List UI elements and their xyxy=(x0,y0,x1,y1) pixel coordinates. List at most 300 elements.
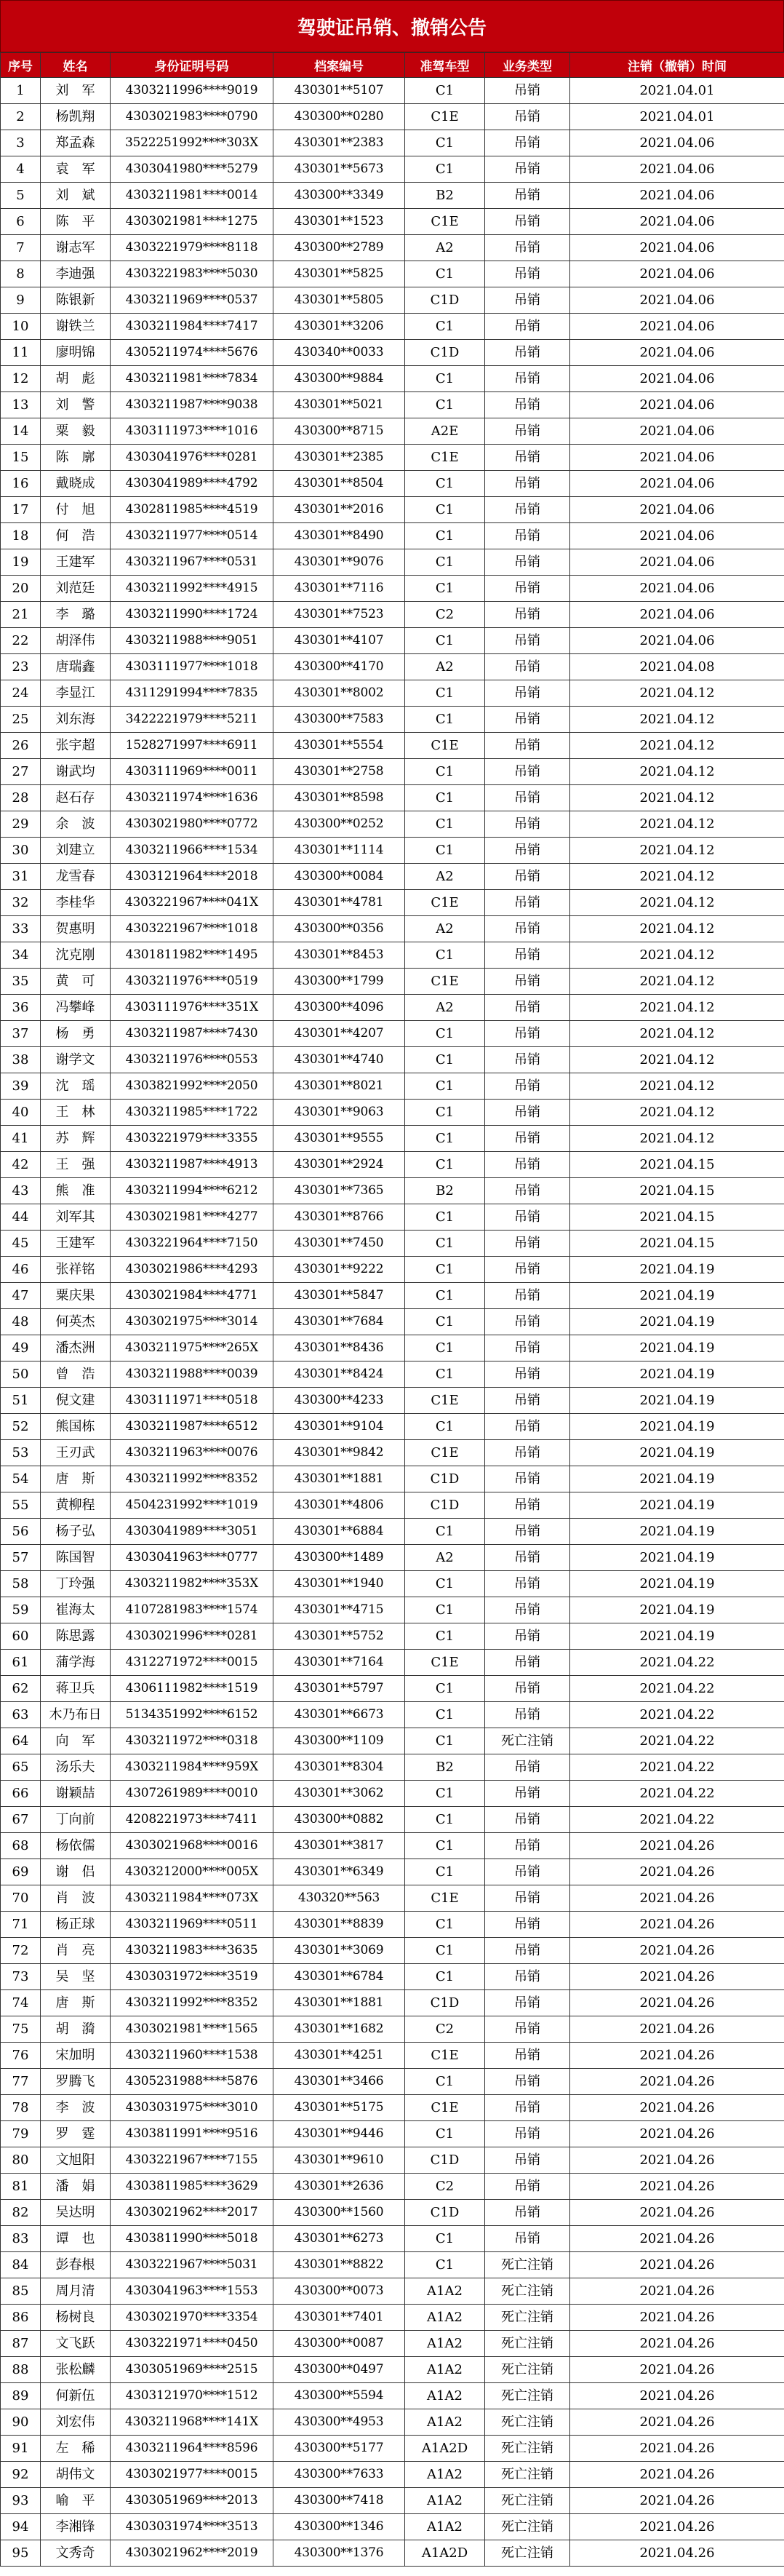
cell-name: 谢铁兰 xyxy=(41,314,111,340)
table-row xyxy=(1,2305,784,2331)
cell-business-type: 吊销 xyxy=(485,2043,570,2069)
cell-vehicle-class: A2 xyxy=(405,235,485,261)
cell-vehicle-class: C1E xyxy=(405,1650,485,1676)
table-row xyxy=(1,392,784,418)
cell-serial: 86 xyxy=(1,2305,41,2331)
cell-date: 2021.04.12 xyxy=(570,838,784,864)
cell-name: 刘军其 xyxy=(41,1204,111,1231)
cell-name: 左 稀 xyxy=(41,2436,111,2462)
cell-date: 2021.04.22 xyxy=(570,1702,784,1728)
cell-id-number: 4303041989****4792 xyxy=(111,471,273,497)
table-row xyxy=(1,811,784,838)
column-header-business-type: 业务类型 xyxy=(485,53,570,78)
table-row xyxy=(1,1021,784,1047)
cell-serial: 41 xyxy=(1,1126,41,1152)
cell-id-number: 4303211960****1538 xyxy=(111,2043,273,2069)
cell-business-type: 吊销 xyxy=(485,1257,570,1283)
cell-date: 2021.04.06 xyxy=(570,314,784,340)
cell-serial: 69 xyxy=(1,1859,41,1885)
cell-vehicle-class: C1D xyxy=(405,2200,485,2226)
table-row xyxy=(1,680,784,707)
cell-name: 谭 也 xyxy=(41,2226,111,2252)
cell-file-number: 430301**7450 xyxy=(273,1231,405,1257)
cell-vehicle-class: B2 xyxy=(405,1178,485,1204)
cell-serial: 68 xyxy=(1,1833,41,1859)
cell-serial: 15 xyxy=(1,445,41,471)
cell-vehicle-class: A2 xyxy=(405,995,485,1021)
cell-name: 蒲学海 xyxy=(41,1650,111,1676)
cell-name: 郑孟森 xyxy=(41,130,111,156)
cell-id-number: 4303211990****1724 xyxy=(111,602,273,628)
cell-name: 谢武均 xyxy=(41,759,111,785)
cell-vehicle-class: C1 xyxy=(405,628,485,654)
cell-name: 刘 斌 xyxy=(41,183,111,209)
table-row xyxy=(1,1309,784,1335)
table-row xyxy=(1,1676,784,1702)
cell-name: 文秀奇 xyxy=(41,2540,111,2567)
cell-file-number: 430301**6884 xyxy=(273,1519,405,1545)
cell-business-type: 吊销 xyxy=(485,130,570,156)
cell-date: 2021.04.12 xyxy=(570,1073,784,1100)
cell-vehicle-class: A1A2 xyxy=(405,2278,485,2305)
table-row xyxy=(1,2357,784,2383)
cell-serial: 21 xyxy=(1,602,41,628)
cell-business-type: 吊销 xyxy=(485,2226,570,2252)
cell-date: 2021.04.26 xyxy=(570,1938,784,1964)
table-row xyxy=(1,1650,784,1676)
cell-name: 陈 廓 xyxy=(41,445,111,471)
cell-business-type: 吊销 xyxy=(485,1492,570,1519)
cell-id-number: 4303221979****8118 xyxy=(111,235,273,261)
cell-file-number: 430301**8490 xyxy=(273,523,405,549)
cell-file-number: 430300**0882 xyxy=(273,1807,405,1833)
cell-serial: 50 xyxy=(1,1361,41,1388)
cell-name: 蒋卫兵 xyxy=(41,1676,111,1702)
cell-file-number: 430301**5805 xyxy=(273,287,405,314)
table-header-row xyxy=(1,53,784,78)
cell-name: 李 波 xyxy=(41,2095,111,2121)
table-row xyxy=(1,209,784,235)
cell-serial: 49 xyxy=(1,1335,41,1361)
cell-id-number: 4303211975****265X xyxy=(111,1335,273,1361)
cell-name: 崔海太 xyxy=(41,1597,111,1623)
cell-vehicle-class: C1 xyxy=(405,1335,485,1361)
cell-id-number: 4303211988****0039 xyxy=(111,1361,273,1388)
cell-file-number: 430340**0033 xyxy=(273,340,405,366)
cell-serial: 7 xyxy=(1,235,41,261)
cell-file-number: 430300**7583 xyxy=(273,707,405,733)
cell-date: 2021.04.26 xyxy=(570,2488,784,2514)
cell-date: 2021.04.19 xyxy=(570,1388,784,1414)
table-row xyxy=(1,549,784,576)
table-row xyxy=(1,1466,784,1492)
cell-vehicle-class: C2 xyxy=(405,2016,485,2043)
cell-id-number: 4303021981****4277 xyxy=(111,1204,273,1231)
cell-date: 2021.04.26 xyxy=(570,2095,784,2121)
cell-file-number: 430301**8839 xyxy=(273,1912,405,1938)
cell-business-type: 吊销 xyxy=(485,785,570,811)
cell-serial: 79 xyxy=(1,2121,41,2147)
cell-date: 2021.04.22 xyxy=(570,1728,784,1754)
cell-business-type: 吊销 xyxy=(485,995,570,1021)
cell-date: 2021.04.08 xyxy=(570,654,784,680)
cell-vehicle-class: C1D xyxy=(405,2147,485,2174)
cell-name: 文旭阳 xyxy=(41,2147,111,2174)
cell-date: 2021.04.06 xyxy=(570,497,784,523)
table-row xyxy=(1,1807,784,1833)
cell-id-number: 4303221983****5030 xyxy=(111,261,273,287)
cell-business-type: 吊销 xyxy=(485,78,570,104)
cell-date: 2021.04.19 xyxy=(570,1571,784,1597)
cell-file-number: 430301**7164 xyxy=(273,1650,405,1676)
column-header-vehicle-class: 准驾车型 xyxy=(405,53,485,78)
cell-file-number: 430301**3466 xyxy=(273,2069,405,2095)
cell-date: 2021.04.19 xyxy=(570,1545,784,1571)
cell-date: 2021.04.19 xyxy=(570,1440,784,1466)
cell-serial: 12 xyxy=(1,366,41,392)
cell-name: 陈思露 xyxy=(41,1623,111,1650)
column-header-id-number: 身份证明号码 xyxy=(111,53,273,78)
table-row xyxy=(1,287,784,314)
cell-date: 2021.04.19 xyxy=(570,1466,784,1492)
cell-vehicle-class: A2 xyxy=(405,654,485,680)
cell-serial: 47 xyxy=(1,1283,41,1309)
cell-id-number: 4303041989****3051 xyxy=(111,1519,273,1545)
cell-business-type: 吊销 xyxy=(485,1126,570,1152)
cell-file-number: 430301**9555 xyxy=(273,1126,405,1152)
cell-business-type: 吊销 xyxy=(485,759,570,785)
cell-vehicle-class: C1 xyxy=(405,1047,485,1073)
table-row xyxy=(1,890,784,916)
cell-name: 李迪强 xyxy=(41,261,111,287)
cell-business-type: 吊销 xyxy=(485,1807,570,1833)
cell-serial: 76 xyxy=(1,2043,41,2069)
cell-serial: 20 xyxy=(1,576,41,602)
cell-vehicle-class: C1 xyxy=(405,1100,485,1126)
cell-name: 唐 斯 xyxy=(41,1466,111,1492)
cell-business-type: 吊销 xyxy=(485,418,570,445)
table-row xyxy=(1,969,784,995)
cell-serial: 80 xyxy=(1,2147,41,2174)
table-row xyxy=(1,2147,784,2174)
cell-id-number: 4303221967****041X xyxy=(111,890,273,916)
cell-serial: 94 xyxy=(1,2514,41,2540)
cell-vehicle-class: C1E xyxy=(405,445,485,471)
cell-business-type: 吊销 xyxy=(485,2069,570,2095)
cell-id-number: 4303821992****2050 xyxy=(111,1073,273,1100)
cell-vehicle-class: C1 xyxy=(405,1021,485,1047)
cell-date: 2021.04.06 xyxy=(570,340,784,366)
cell-id-number: 4303041963****1553 xyxy=(111,2278,273,2305)
cell-vehicle-class: C1 xyxy=(405,1126,485,1152)
cell-file-number: 430301**7116 xyxy=(273,576,405,602)
table-row xyxy=(1,2514,784,2540)
table-row xyxy=(1,1623,784,1650)
table-row xyxy=(1,654,784,680)
cell-business-type: 吊销 xyxy=(485,1545,570,1571)
table-row xyxy=(1,1597,784,1623)
cell-business-type: 吊销 xyxy=(485,523,570,549)
cell-vehicle-class: C1 xyxy=(405,314,485,340)
cell-serial: 39 xyxy=(1,1073,41,1100)
cell-business-type: 死亡注销 xyxy=(485,2488,570,2514)
cell-business-type: 吊销 xyxy=(485,1047,570,1073)
cell-serial: 11 xyxy=(1,340,41,366)
cell-name: 粟 毅 xyxy=(41,418,111,445)
cell-file-number: 430300**0084 xyxy=(273,864,405,890)
cell-vehicle-class: C1 xyxy=(405,1571,485,1597)
cell-file-number: 430301**5847 xyxy=(273,1283,405,1309)
cell-name: 杨凯翔 xyxy=(41,104,111,130)
cell-file-number: 430301**3069 xyxy=(273,1938,405,1964)
cell-name: 谢志军 xyxy=(41,235,111,261)
cell-date: 2021.04.12 xyxy=(570,1021,784,1047)
cell-id-number: 4303211994****6212 xyxy=(111,1178,273,1204)
cell-file-number: 430301**8822 xyxy=(273,2252,405,2278)
cell-business-type: 吊销 xyxy=(485,1283,570,1309)
cell-business-type: 吊销 xyxy=(485,183,570,209)
cell-date: 2021.04.12 xyxy=(570,1047,784,1073)
cell-date: 2021.04.12 xyxy=(570,1126,784,1152)
cell-business-type: 吊销 xyxy=(485,1990,570,2016)
cell-name: 杨子弘 xyxy=(41,1519,111,1545)
cell-date: 2021.04.06 xyxy=(570,261,784,287)
table-row xyxy=(1,1283,784,1309)
cell-name: 袁 军 xyxy=(41,156,111,183)
cell-business-type: 死亡注销 xyxy=(485,1728,570,1754)
cell-vehicle-class: C1 xyxy=(405,549,485,576)
cell-business-type: 吊销 xyxy=(485,104,570,130)
cell-file-number: 430301**7365 xyxy=(273,1178,405,1204)
cell-name: 宋加明 xyxy=(41,2043,111,2069)
cell-name: 向 军 xyxy=(41,1728,111,1754)
table-row xyxy=(1,1754,784,1781)
cell-id-number: 4305231988****5876 xyxy=(111,2069,273,2095)
cell-serial: 5 xyxy=(1,183,41,209)
column-header-date: 注销（撤销）时间 xyxy=(570,53,784,78)
cell-vehicle-class: C1E xyxy=(405,969,485,995)
cell-name: 杨 勇 xyxy=(41,1021,111,1047)
cell-id-number: 4303211985****1722 xyxy=(111,1100,273,1126)
cell-serial: 32 xyxy=(1,890,41,916)
cell-serial: 37 xyxy=(1,1021,41,1047)
cell-id-number: 4303021977****0015 xyxy=(111,2462,273,2488)
cell-file-number: 430301**5752 xyxy=(273,1623,405,1650)
cell-serial: 87 xyxy=(1,2331,41,2357)
cell-serial: 35 xyxy=(1,969,41,995)
table-row xyxy=(1,602,784,628)
cell-file-number: 430301**8453 xyxy=(273,942,405,969)
cell-serial: 38 xyxy=(1,1047,41,1073)
cell-file-number: 430301**1881 xyxy=(273,1990,405,2016)
cell-file-number: 430301**5797 xyxy=(273,1676,405,1702)
cell-vehicle-class: C1 xyxy=(405,1964,485,1990)
table-row xyxy=(1,1964,784,1990)
cell-vehicle-class: C1 xyxy=(405,1309,485,1335)
cell-date: 2021.04.06 xyxy=(570,628,784,654)
cell-vehicle-class: C1 xyxy=(405,1414,485,1440)
cell-file-number: 430300**0497 xyxy=(273,2357,405,2383)
cell-vehicle-class: C1 xyxy=(405,392,485,418)
cell-name: 张松麟 xyxy=(41,2357,111,2383)
cell-date: 2021.04.06 xyxy=(570,602,784,628)
cell-vehicle-class: C1 xyxy=(405,759,485,785)
table-row xyxy=(1,1885,784,1912)
cell-file-number: 430301**8766 xyxy=(273,1204,405,1231)
cell-vehicle-class: A1A2 xyxy=(405,2357,485,2383)
cell-serial: 84 xyxy=(1,2252,41,2278)
cell-file-number: 430300**1376 xyxy=(273,2540,405,2567)
cell-date: 2021.04.26 xyxy=(570,1964,784,1990)
cell-file-number: 430300**3349 xyxy=(273,183,405,209)
cell-file-number: 430301**4715 xyxy=(273,1597,405,1623)
cell-name: 喻 平 xyxy=(41,2488,111,2514)
cell-vehicle-class: C1E xyxy=(405,1388,485,1414)
cell-id-number: 4303031975****3010 xyxy=(111,2095,273,2121)
cell-date: 2021.04.06 xyxy=(570,523,784,549)
table-row xyxy=(1,1859,784,1885)
cell-id-number: 4305211974****5676 xyxy=(111,340,273,366)
cell-id-number: 4303211964****8596 xyxy=(111,2436,273,2462)
table-row xyxy=(1,2383,784,2409)
cell-serial: 61 xyxy=(1,1650,41,1676)
cell-name: 张宇超 xyxy=(41,733,111,759)
cell-serial: 75 xyxy=(1,2016,41,2043)
cell-id-number: 4303211983****3635 xyxy=(111,1938,273,1964)
cell-name: 罗腾飞 xyxy=(41,2069,111,2095)
cell-id-number: 4107281983****1574 xyxy=(111,1597,273,1623)
cell-file-number: 430301**9063 xyxy=(273,1100,405,1126)
cell-file-number: 430300**8715 xyxy=(273,418,405,445)
cell-id-number: 4303021983****0790 xyxy=(111,104,273,130)
cell-date: 2021.04.22 xyxy=(570,1676,784,1702)
cell-business-type: 死亡注销 xyxy=(485,2252,570,2278)
cell-name: 周月清 xyxy=(41,2278,111,2305)
cell-vehicle-class: C1 xyxy=(405,1807,485,1833)
cell-file-number: 430301**9222 xyxy=(273,1257,405,1283)
cell-serial: 13 xyxy=(1,392,41,418)
cell-file-number: 430301**5825 xyxy=(273,261,405,287)
cell-vehicle-class: C1E xyxy=(405,209,485,235)
cell-vehicle-class: C1 xyxy=(405,2121,485,2147)
cell-vehicle-class: C1E xyxy=(405,2095,485,2121)
cell-vehicle-class: A1A2 xyxy=(405,2331,485,2357)
cell-business-type: 吊销 xyxy=(485,2095,570,2121)
cell-business-type: 吊销 xyxy=(485,2174,570,2200)
table-row xyxy=(1,1073,784,1100)
cell-id-number: 4504231992****1019 xyxy=(111,1492,273,1519)
cell-serial: 30 xyxy=(1,838,41,864)
cell-business-type: 吊销 xyxy=(485,916,570,942)
cell-id-number: 4303211982****353X xyxy=(111,1571,273,1597)
cell-business-type: 吊销 xyxy=(485,1938,570,1964)
table-row xyxy=(1,838,784,864)
cell-id-number: 4303221967****1018 xyxy=(111,916,273,942)
cell-date: 2021.04.26 xyxy=(570,2331,784,2357)
cell-date: 2021.04.06 xyxy=(570,576,784,602)
cell-file-number: 430301**4251 xyxy=(273,2043,405,2069)
cell-name: 胡泽伟 xyxy=(41,628,111,654)
cell-file-number: 430300**7418 xyxy=(273,2488,405,2514)
cell-id-number: 4303221967****5031 xyxy=(111,2252,273,2278)
cell-name: 赵石存 xyxy=(41,785,111,811)
cell-file-number: 430300**5594 xyxy=(273,2383,405,2409)
cell-id-number: 3422221979****5211 xyxy=(111,707,273,733)
table-row xyxy=(1,1126,784,1152)
cell-serial: 25 xyxy=(1,707,41,733)
cell-vehicle-class: C1E xyxy=(405,890,485,916)
cell-serial: 51 xyxy=(1,1388,41,1414)
cell-business-type: 吊销 xyxy=(485,2147,570,2174)
cell-serial: 85 xyxy=(1,2278,41,2305)
cell-vehicle-class: C1 xyxy=(405,942,485,969)
cell-file-number: 430301**9104 xyxy=(273,1414,405,1440)
cell-business-type: 吊销 xyxy=(485,1335,570,1361)
cell-name: 贺惠明 xyxy=(41,916,111,942)
cell-vehicle-class: C1 xyxy=(405,1938,485,1964)
cell-vehicle-class: C1 xyxy=(405,523,485,549)
cell-id-number: 4302811985****4519 xyxy=(111,497,273,523)
cell-name: 陈银新 xyxy=(41,287,111,314)
cell-business-type: 吊销 xyxy=(485,602,570,628)
cell-date: 2021.04.26 xyxy=(570,2305,784,2331)
cell-vehicle-class: C1 xyxy=(405,785,485,811)
cell-file-number: 430301**3206 xyxy=(273,314,405,340)
cell-file-number: 430301**7523 xyxy=(273,602,405,628)
cell-business-type: 吊销 xyxy=(485,1754,570,1781)
cell-date: 2021.04.26 xyxy=(570,2200,784,2226)
cell-vehicle-class: C1 xyxy=(405,680,485,707)
cell-vehicle-class: A1A2 xyxy=(405,2462,485,2488)
cell-id-number: 4303111971****0518 xyxy=(111,1388,273,1414)
cell-id-number: 4303121970****1512 xyxy=(111,2383,273,2409)
cell-vehicle-class: A2 xyxy=(405,916,485,942)
cell-id-number: 4303041980****5279 xyxy=(111,156,273,183)
cell-date: 2021.04.12 xyxy=(570,733,784,759)
cell-name: 吴 坚 xyxy=(41,1964,111,1990)
cell-id-number: 4303211976****0519 xyxy=(111,969,273,995)
cell-business-type: 吊销 xyxy=(485,287,570,314)
cell-business-type: 吊销 xyxy=(485,1021,570,1047)
cell-date: 2021.04.06 xyxy=(570,156,784,183)
cell-name: 汤乐夫 xyxy=(41,1754,111,1781)
cell-serial: 26 xyxy=(1,733,41,759)
cell-business-type: 吊销 xyxy=(485,811,570,838)
cell-id-number: 4303211974****1636 xyxy=(111,785,273,811)
cell-file-number: 430300**1799 xyxy=(273,969,405,995)
cell-business-type: 吊销 xyxy=(485,549,570,576)
cell-file-number: 430301**2016 xyxy=(273,497,405,523)
cell-file-number: 430300**0356 xyxy=(273,916,405,942)
cell-date: 2021.04.26 xyxy=(570,2357,784,2383)
cell-vehicle-class: C1 xyxy=(405,1073,485,1100)
cell-business-type: 吊销 xyxy=(485,1964,570,1990)
cell-date: 2021.04.26 xyxy=(570,2016,784,2043)
cell-name: 唐 斯 xyxy=(41,1990,111,2016)
cell-id-number: 4303221979****3355 xyxy=(111,1126,273,1152)
table-row xyxy=(1,314,784,340)
cell-date: 2021.04.19 xyxy=(570,1361,784,1388)
cell-file-number: 430300**0087 xyxy=(273,2331,405,2357)
cell-id-number: 4303021981****1565 xyxy=(111,2016,273,2043)
cell-file-number: 430301**4740 xyxy=(273,1047,405,1073)
cell-date: 2021.04.26 xyxy=(570,2252,784,2278)
table-row xyxy=(1,2462,784,2488)
cell-business-type: 吊销 xyxy=(485,1623,570,1650)
cell-name: 王刃武 xyxy=(41,1440,111,1466)
announcement-title: 驾驶证吊销、撤销公告 xyxy=(0,0,784,52)
cell-vehicle-class: A1A2 xyxy=(405,2409,485,2436)
